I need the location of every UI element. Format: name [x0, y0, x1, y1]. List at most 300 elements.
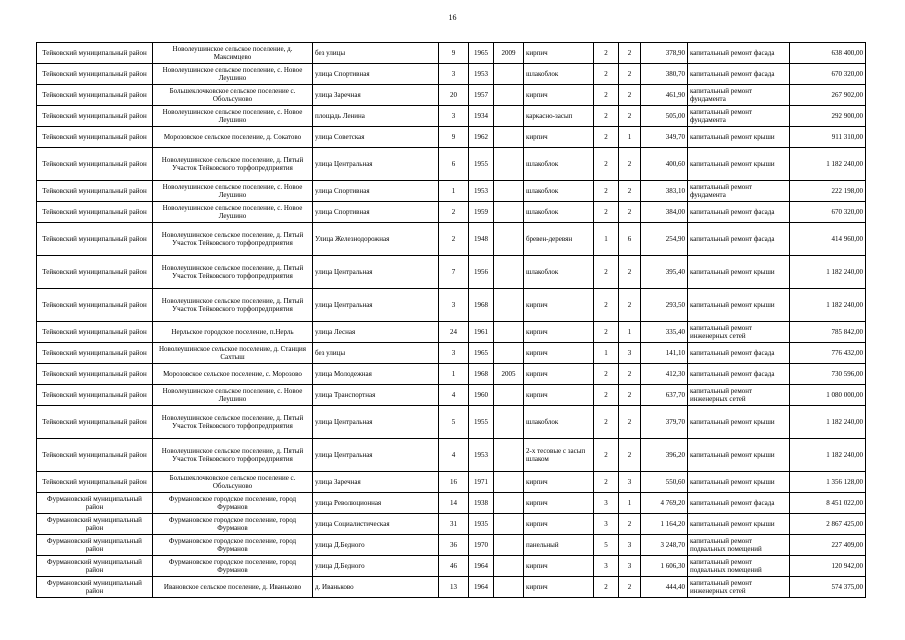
wall-material-cell: кирпич — [524, 493, 594, 514]
work-type-cell: капитальный ремонт фасада — [688, 493, 790, 514]
floors-cell: 2 — [594, 439, 619, 472]
cost-cell: 8 451 022,00 — [790, 493, 866, 514]
entrances-cell: 3 — [619, 556, 641, 577]
work-type-cell: капитальный ремонт инженерных сетей — [688, 322, 790, 343]
house-number-cell: 2 — [439, 202, 469, 223]
street-cell: улица Социалистическая — [313, 514, 439, 535]
cost-cell: 911 310,00 — [790, 127, 866, 148]
work-type-cell: капитальный ремонт инженерных сетей — [688, 577, 790, 598]
street-cell: улица Заречная — [313, 85, 439, 106]
house-number-cell: 14 — [439, 493, 469, 514]
district-cell: Фурмановский муниципальный район — [37, 556, 153, 577]
street-cell: д. Иваньково — [313, 577, 439, 598]
area-cell: 1 606,30 — [641, 556, 688, 577]
area-cell: 637,70 — [641, 385, 688, 406]
floors-cell: 2 — [594, 256, 619, 289]
wall-material-cell: кирпич — [524, 322, 594, 343]
wall-material-cell: шлакоблок — [524, 64, 594, 85]
table-row — [37, 364, 866, 385]
settlement-cell: Большеклочковское сельское поселение с. Обольсуново — [153, 85, 313, 106]
wall-material-cell: 2-х тесовые с засып шлаком — [524, 439, 594, 472]
street-cell: улица Заречная — [313, 472, 439, 493]
table-row — [37, 85, 866, 106]
house-number-cell: 3 — [439, 343, 469, 364]
street-cell: улица Центральная — [313, 289, 439, 322]
house-number-cell: 4 — [439, 439, 469, 472]
cost-cell: 574 375,00 — [790, 577, 866, 598]
year-renovated-cell — [494, 493, 524, 514]
area-cell: 400,60 — [641, 148, 688, 181]
cost-cell: 1 080 000,00 — [790, 385, 866, 406]
area-cell: 383,10 — [641, 181, 688, 202]
house-number-cell: 20 — [439, 85, 469, 106]
table-row — [37, 289, 866, 322]
settlement-cell: Новолеушинское сельское поселение, с. Новое Леушино — [153, 64, 313, 85]
house-number-cell: 9 — [439, 127, 469, 148]
street-cell: без улицы — [313, 43, 439, 64]
entrances-cell: 2 — [619, 439, 641, 472]
house-number-cell: 2 — [439, 223, 469, 256]
district-cell: Фурмановский муниципальный район — [37, 535, 153, 556]
table-row — [37, 493, 866, 514]
year-renovated-cell — [494, 181, 524, 202]
area-cell: 395,40 — [641, 256, 688, 289]
year-renovated-cell — [494, 577, 524, 598]
area-cell: 379,70 — [641, 406, 688, 439]
district-cell: Тейковский муниципальный район — [37, 43, 153, 64]
street-cell: улица Центральная — [313, 406, 439, 439]
table-row — [37, 535, 866, 556]
year-built-cell: 1968 — [469, 364, 494, 385]
work-type-cell: капитальный ремонт крыши — [688, 472, 790, 493]
year-built-cell: 1962 — [469, 127, 494, 148]
floors-cell: 2 — [594, 85, 619, 106]
area-cell: 141,10 — [641, 343, 688, 364]
work-type-cell: капитальный ремонт фундамента — [688, 85, 790, 106]
year-renovated-cell: 2005 — [494, 364, 524, 385]
house-number-cell: 3 — [439, 289, 469, 322]
year-renovated-cell — [494, 556, 524, 577]
table-row — [37, 43, 866, 64]
table-row — [37, 127, 866, 148]
wall-material-cell: кирпич — [524, 43, 594, 64]
cost-cell: 2 867 425,00 — [790, 514, 866, 535]
year-renovated-cell — [494, 127, 524, 148]
wall-material-cell: шлакоблок — [524, 202, 594, 223]
work-type-cell: капитальный ремонт крыши — [688, 439, 790, 472]
street-cell: без улицы — [313, 343, 439, 364]
floors-cell: 2 — [594, 289, 619, 322]
settlement-cell: Новолеушинское сельское поселение, д. Пятый Участок Тейковского торфопредприятия — [153, 256, 313, 289]
settlement-cell: Новолеушинское сельское поселение, д. Максимцево — [153, 43, 313, 64]
entrances-cell: 2 — [619, 514, 641, 535]
entrances-cell: 2 — [619, 364, 641, 385]
house-number-cell: 6 — [439, 148, 469, 181]
settlement-cell: Морозовское сельское поселение, д. Сокатово — [153, 127, 313, 148]
street-cell: улица Д.Бедного — [313, 535, 439, 556]
entrances-cell: 1 — [619, 322, 641, 343]
work-type-cell: капитальный ремонт фасада — [688, 364, 790, 385]
table-row — [37, 406, 866, 439]
district-cell: Тейковский муниципальный район — [37, 472, 153, 493]
settlement-cell: Новолеушинское сельское поселение, с. Новое Леушино — [153, 202, 313, 223]
street-cell: улица Лесная — [313, 322, 439, 343]
area-cell: 378,90 — [641, 43, 688, 64]
table-row — [37, 322, 866, 343]
year-built-cell: 1935 — [469, 514, 494, 535]
floors-cell: 2 — [594, 202, 619, 223]
floors-cell: 3 — [594, 556, 619, 577]
district-cell: Тейковский муниципальный район — [37, 289, 153, 322]
year-built-cell: 1971 — [469, 472, 494, 493]
floors-cell: 2 — [594, 577, 619, 598]
district-cell: Тейковский муниципальный район — [37, 322, 153, 343]
street-cell: улица Спортивная — [313, 181, 439, 202]
district-cell: Тейковский муниципальный район — [37, 223, 153, 256]
floors-cell: 5 — [594, 535, 619, 556]
floors-cell: 2 — [594, 385, 619, 406]
settlement-cell: Новолеушинское сельское поселение, д. Пятый Участок Тейковского торфопредприятия — [153, 439, 313, 472]
settlement-cell: Нерльское городское поселение, п.Нерль — [153, 322, 313, 343]
district-cell: Тейковский муниципальный район — [37, 106, 153, 127]
cost-cell: 638 400,00 — [790, 43, 866, 64]
cost-cell: 1 182 240,00 — [790, 406, 866, 439]
street-cell: улица Спортивная — [313, 64, 439, 85]
floors-cell: 3 — [594, 493, 619, 514]
floors-cell: 2 — [594, 64, 619, 85]
table-row — [37, 556, 866, 577]
area-cell: 412,30 — [641, 364, 688, 385]
work-type-cell: капитальный ремонт крыши — [688, 256, 790, 289]
cost-cell: 776 432,00 — [790, 343, 866, 364]
settlement-cell: Новолеушинское сельское поселение, д. Пятый Участок Тейковского торфопредприятия — [153, 406, 313, 439]
work-type-cell: капитальный ремонт фасада — [688, 43, 790, 64]
cost-cell: 222 198,00 — [790, 181, 866, 202]
year-built-cell: 1957 — [469, 85, 494, 106]
entrances-cell: 2 — [619, 64, 641, 85]
year-renovated-cell: 2009 — [494, 43, 524, 64]
table-row — [37, 64, 866, 85]
year-built-cell: 1953 — [469, 439, 494, 472]
year-built-cell: 1948 — [469, 223, 494, 256]
wall-material-cell: кирпич — [524, 127, 594, 148]
year-renovated-cell — [494, 322, 524, 343]
year-built-cell: 1970 — [469, 535, 494, 556]
floors-cell: 1 — [594, 343, 619, 364]
table-row — [37, 148, 866, 181]
house-number-cell: 16 — [439, 472, 469, 493]
house-number-cell: 3 — [439, 64, 469, 85]
cost-cell: 670 320,00 — [790, 64, 866, 85]
floors-cell: 2 — [594, 406, 619, 439]
area-cell: 293,50 — [641, 289, 688, 322]
wall-material-cell: кирпич — [524, 85, 594, 106]
work-type-cell: капитальный ремонт инженерных сетей — [688, 385, 790, 406]
work-type-cell: капитальный ремонт крыши — [688, 289, 790, 322]
district-cell: Фурмановский муниципальный район — [37, 493, 153, 514]
table-row — [37, 181, 866, 202]
work-type-cell: капитальный ремонт крыши — [688, 406, 790, 439]
year-built-cell: 1968 — [469, 289, 494, 322]
district-cell: Тейковский муниципальный район — [37, 385, 153, 406]
entrances-cell: 2 — [619, 43, 641, 64]
entrances-cell: 2 — [619, 106, 641, 127]
entrances-cell: 2 — [619, 406, 641, 439]
street-cell: улица Спортивная — [313, 202, 439, 223]
work-type-cell: капитальный ремонт фундамента — [688, 106, 790, 127]
wall-material-cell: шлакоблок — [524, 256, 594, 289]
table-row — [37, 106, 866, 127]
work-type-cell: капитальный ремонт фасада — [688, 64, 790, 85]
settlement-cell: Фурмановское городское поселение, город Фурманов — [153, 493, 313, 514]
area-cell: 505,00 — [641, 106, 688, 127]
entrances-cell: 2 — [619, 385, 641, 406]
entrances-cell: 2 — [619, 202, 641, 223]
settlement-cell: Новолеушинское сельское поселение, с. Новое Леушино — [153, 181, 313, 202]
cost-cell: 414 960,00 — [790, 223, 866, 256]
year-renovated-cell — [494, 64, 524, 85]
table-row — [37, 256, 866, 289]
year-built-cell: 1964 — [469, 577, 494, 598]
street-cell: улица Транспортная — [313, 385, 439, 406]
year-built-cell: 1965 — [469, 343, 494, 364]
house-number-cell: 1 — [439, 364, 469, 385]
district-cell: Тейковский муниципальный район — [37, 406, 153, 439]
house-number-cell: 24 — [439, 322, 469, 343]
floors-cell: 2 — [594, 106, 619, 127]
year-built-cell: 1959 — [469, 202, 494, 223]
house-number-cell: 46 — [439, 556, 469, 577]
year-built-cell: 1938 — [469, 493, 494, 514]
cost-cell: 670 320,00 — [790, 202, 866, 223]
wall-material-cell: шлакоблок — [524, 148, 594, 181]
table-row — [37, 577, 866, 598]
entrances-cell: 2 — [619, 256, 641, 289]
entrances-cell: 2 — [619, 181, 641, 202]
work-type-cell: капитальный ремонт фундамента — [688, 181, 790, 202]
year-renovated-cell — [494, 85, 524, 106]
area-cell: 444,40 — [641, 577, 688, 598]
work-type-cell: капитальный ремонт подвальных помещений — [688, 556, 790, 577]
year-renovated-cell — [494, 406, 524, 439]
floors-cell: 1 — [594, 223, 619, 256]
street-cell: улица Д.Бедного — [313, 556, 439, 577]
settlement-cell: Новолеушинское сельское поселение, д. Пятый Участок Тейковского торфопредприятия — [153, 289, 313, 322]
area-cell: 461,90 — [641, 85, 688, 106]
work-type-cell: капитальный ремонт крыши — [688, 127, 790, 148]
housing-repair-table — [36, 42, 866, 598]
district-cell: Тейковский муниципальный район — [37, 439, 153, 472]
district-cell: Тейковский муниципальный район — [37, 127, 153, 148]
district-cell: Тейковский муниципальный район — [37, 364, 153, 385]
area-cell: 4 769,20 — [641, 493, 688, 514]
cost-cell: 1 182 240,00 — [790, 439, 866, 472]
year-renovated-cell — [494, 439, 524, 472]
year-renovated-cell — [494, 514, 524, 535]
area-cell: 1 164,20 — [641, 514, 688, 535]
year-built-cell: 1934 — [469, 106, 494, 127]
street-cell: улица Советская — [313, 127, 439, 148]
district-cell: Тейковский муниципальный район — [37, 256, 153, 289]
wall-material-cell: панельный — [524, 535, 594, 556]
settlement-cell: Новолеушинское сельское поселение, с. Новое Леушино — [153, 385, 313, 406]
year-renovated-cell — [494, 535, 524, 556]
floors-cell: 2 — [594, 148, 619, 181]
cost-cell: 1 356 128,00 — [790, 472, 866, 493]
settlement-cell: Фурмановское городское поселение, город Фурманов — [153, 514, 313, 535]
year-built-cell: 1955 — [469, 406, 494, 439]
year-built-cell: 1964 — [469, 556, 494, 577]
settlement-cell: Фурмановское городское поселение, город Фурманов — [153, 556, 313, 577]
district-cell: Тейковский муниципальный район — [37, 148, 153, 181]
wall-material-cell: бревен-деревян — [524, 223, 594, 256]
settlement-cell: Новолеушинское сельское поселение, д. Пятый Участок Тейковского торфопредприятия — [153, 223, 313, 256]
settlement-cell: Фурмановское городское поселение, город Фурманов — [153, 535, 313, 556]
wall-material-cell: шлакоблок — [524, 181, 594, 202]
wall-material-cell: кирпич — [524, 556, 594, 577]
street-cell: улица Молодежная — [313, 364, 439, 385]
year-renovated-cell — [494, 256, 524, 289]
wall-material-cell: кирпич — [524, 364, 594, 385]
table-body — [37, 43, 866, 598]
work-type-cell: капитальный ремонт фасада — [688, 223, 790, 256]
floors-cell: 2 — [594, 472, 619, 493]
district-cell: Тейковский муниципальный район — [37, 64, 153, 85]
year-built-cell: 1953 — [469, 64, 494, 85]
year-built-cell: 1961 — [469, 322, 494, 343]
district-cell: Тейковский муниципальный район — [37, 202, 153, 223]
house-number-cell: 1 — [439, 181, 469, 202]
year-built-cell: 1953 — [469, 181, 494, 202]
table-row — [37, 385, 866, 406]
area-cell: 380,70 — [641, 64, 688, 85]
settlement-cell: Большеклочковское сельское поселение с. Обольсуново — [153, 472, 313, 493]
house-number-cell: 31 — [439, 514, 469, 535]
area-cell: 349,70 — [641, 127, 688, 148]
wall-material-cell: кирпич — [524, 385, 594, 406]
entrances-cell: 1 — [619, 127, 641, 148]
table-row — [37, 202, 866, 223]
year-renovated-cell — [494, 202, 524, 223]
settlement-cell: Ивановское сельское поселение, д. Иваньково — [153, 577, 313, 598]
entrances-cell: 3 — [619, 472, 641, 493]
floors-cell: 2 — [594, 127, 619, 148]
area-cell: 3 248,70 — [641, 535, 688, 556]
year-built-cell: 1955 — [469, 148, 494, 181]
work-type-cell: капитальный ремонт крыши — [688, 148, 790, 181]
house-number-cell: 13 — [439, 577, 469, 598]
cost-cell: 292 900,00 — [790, 106, 866, 127]
floors-cell: 2 — [594, 43, 619, 64]
cost-cell: 730 596,00 — [790, 364, 866, 385]
floors-cell: 2 — [594, 322, 619, 343]
area-cell: 335,40 — [641, 322, 688, 343]
house-number-cell: 3 — [439, 106, 469, 127]
settlement-cell: Морозовское сельское поселение, с. Морозово — [153, 364, 313, 385]
district-cell: Тейковский муниципальный район — [37, 343, 153, 364]
table-row — [37, 343, 866, 364]
table-row — [37, 514, 866, 535]
work-type-cell: капитальный ремонт фасада — [688, 343, 790, 364]
district-cell: Фурмановский муниципальный район — [37, 514, 153, 535]
table-row — [37, 223, 866, 256]
wall-material-cell: кирпич — [524, 289, 594, 322]
cost-cell: 120 942,00 — [790, 556, 866, 577]
area-cell: 396,20 — [641, 439, 688, 472]
house-number-cell: 7 — [439, 256, 469, 289]
area-cell: 384,00 — [641, 202, 688, 223]
area-cell: 254,90 — [641, 223, 688, 256]
floors-cell: 2 — [594, 181, 619, 202]
street-cell: улица Центральная — [313, 148, 439, 181]
street-cell: улица Центральная — [313, 256, 439, 289]
cost-cell: 267 902,00 — [790, 85, 866, 106]
work-type-cell: капитальный ремонт подвальных помещений — [688, 535, 790, 556]
cost-cell: 785 842,00 — [790, 322, 866, 343]
work-type-cell: капитальный ремонт крыши — [688, 514, 790, 535]
work-type-cell: капитальный ремонт фасада — [688, 202, 790, 223]
year-built-cell: 1965 — [469, 43, 494, 64]
district-cell: Фурмановский муниципальный район — [37, 577, 153, 598]
wall-material-cell: каркасно-засып — [524, 106, 594, 127]
entrances-cell: 2 — [619, 148, 641, 181]
wall-material-cell: кирпич — [524, 514, 594, 535]
house-number-cell: 4 — [439, 385, 469, 406]
cost-cell: 1 182 240,00 — [790, 289, 866, 322]
year-renovated-cell — [494, 148, 524, 181]
floors-cell: 3 — [594, 514, 619, 535]
year-renovated-cell — [494, 343, 524, 364]
entrances-cell: 3 — [619, 343, 641, 364]
cost-cell: 227 409,00 — [790, 535, 866, 556]
house-number-cell: 5 — [439, 406, 469, 439]
house-number-cell: 9 — [439, 43, 469, 64]
cost-cell: 1 182 240,00 — [790, 148, 866, 181]
street-cell: площадь Ленина — [313, 106, 439, 127]
cost-cell: 1 182 240,00 — [790, 256, 866, 289]
street-cell: улица Революционная — [313, 493, 439, 514]
wall-material-cell: шлакоблок — [524, 406, 594, 439]
page-number: 16 — [448, 13, 457, 22]
entrances-cell: 6 — [619, 223, 641, 256]
year-renovated-cell — [494, 106, 524, 127]
settlement-cell: Новолеушинское сельское поселение, д. Пятый Участок Тейковского торфопредприятия — [153, 148, 313, 181]
district-cell: Тейковский муниципальный район — [37, 181, 153, 202]
entrances-cell: 1 — [619, 493, 641, 514]
entrances-cell: 2 — [619, 85, 641, 106]
entrances-cell: 2 — [619, 577, 641, 598]
year-renovated-cell — [494, 223, 524, 256]
area-cell: 550,60 — [641, 472, 688, 493]
year-renovated-cell — [494, 385, 524, 406]
entrances-cell: 2 — [619, 289, 641, 322]
floors-cell: 2 — [594, 364, 619, 385]
table-row — [37, 439, 866, 472]
entrances-cell: 3 — [619, 535, 641, 556]
house-number-cell: 36 — [439, 535, 469, 556]
settlement-cell: Новолеушинское сельское поселение, д. Станция Сахтыш — [153, 343, 313, 364]
street-cell: Улица Железнодорожная — [313, 223, 439, 256]
street-cell: улица Центральная — [313, 439, 439, 472]
table-row — [37, 472, 866, 493]
year-built-cell: 1956 — [469, 256, 494, 289]
year-renovated-cell — [494, 472, 524, 493]
settlement-cell: Новолеушинское сельское поселение, с. Новое Леушино — [153, 106, 313, 127]
wall-material-cell: кирпич — [524, 343, 594, 364]
wall-material-cell: кирпич — [524, 577, 594, 598]
year-built-cell: 1960 — [469, 385, 494, 406]
year-renovated-cell — [494, 289, 524, 322]
